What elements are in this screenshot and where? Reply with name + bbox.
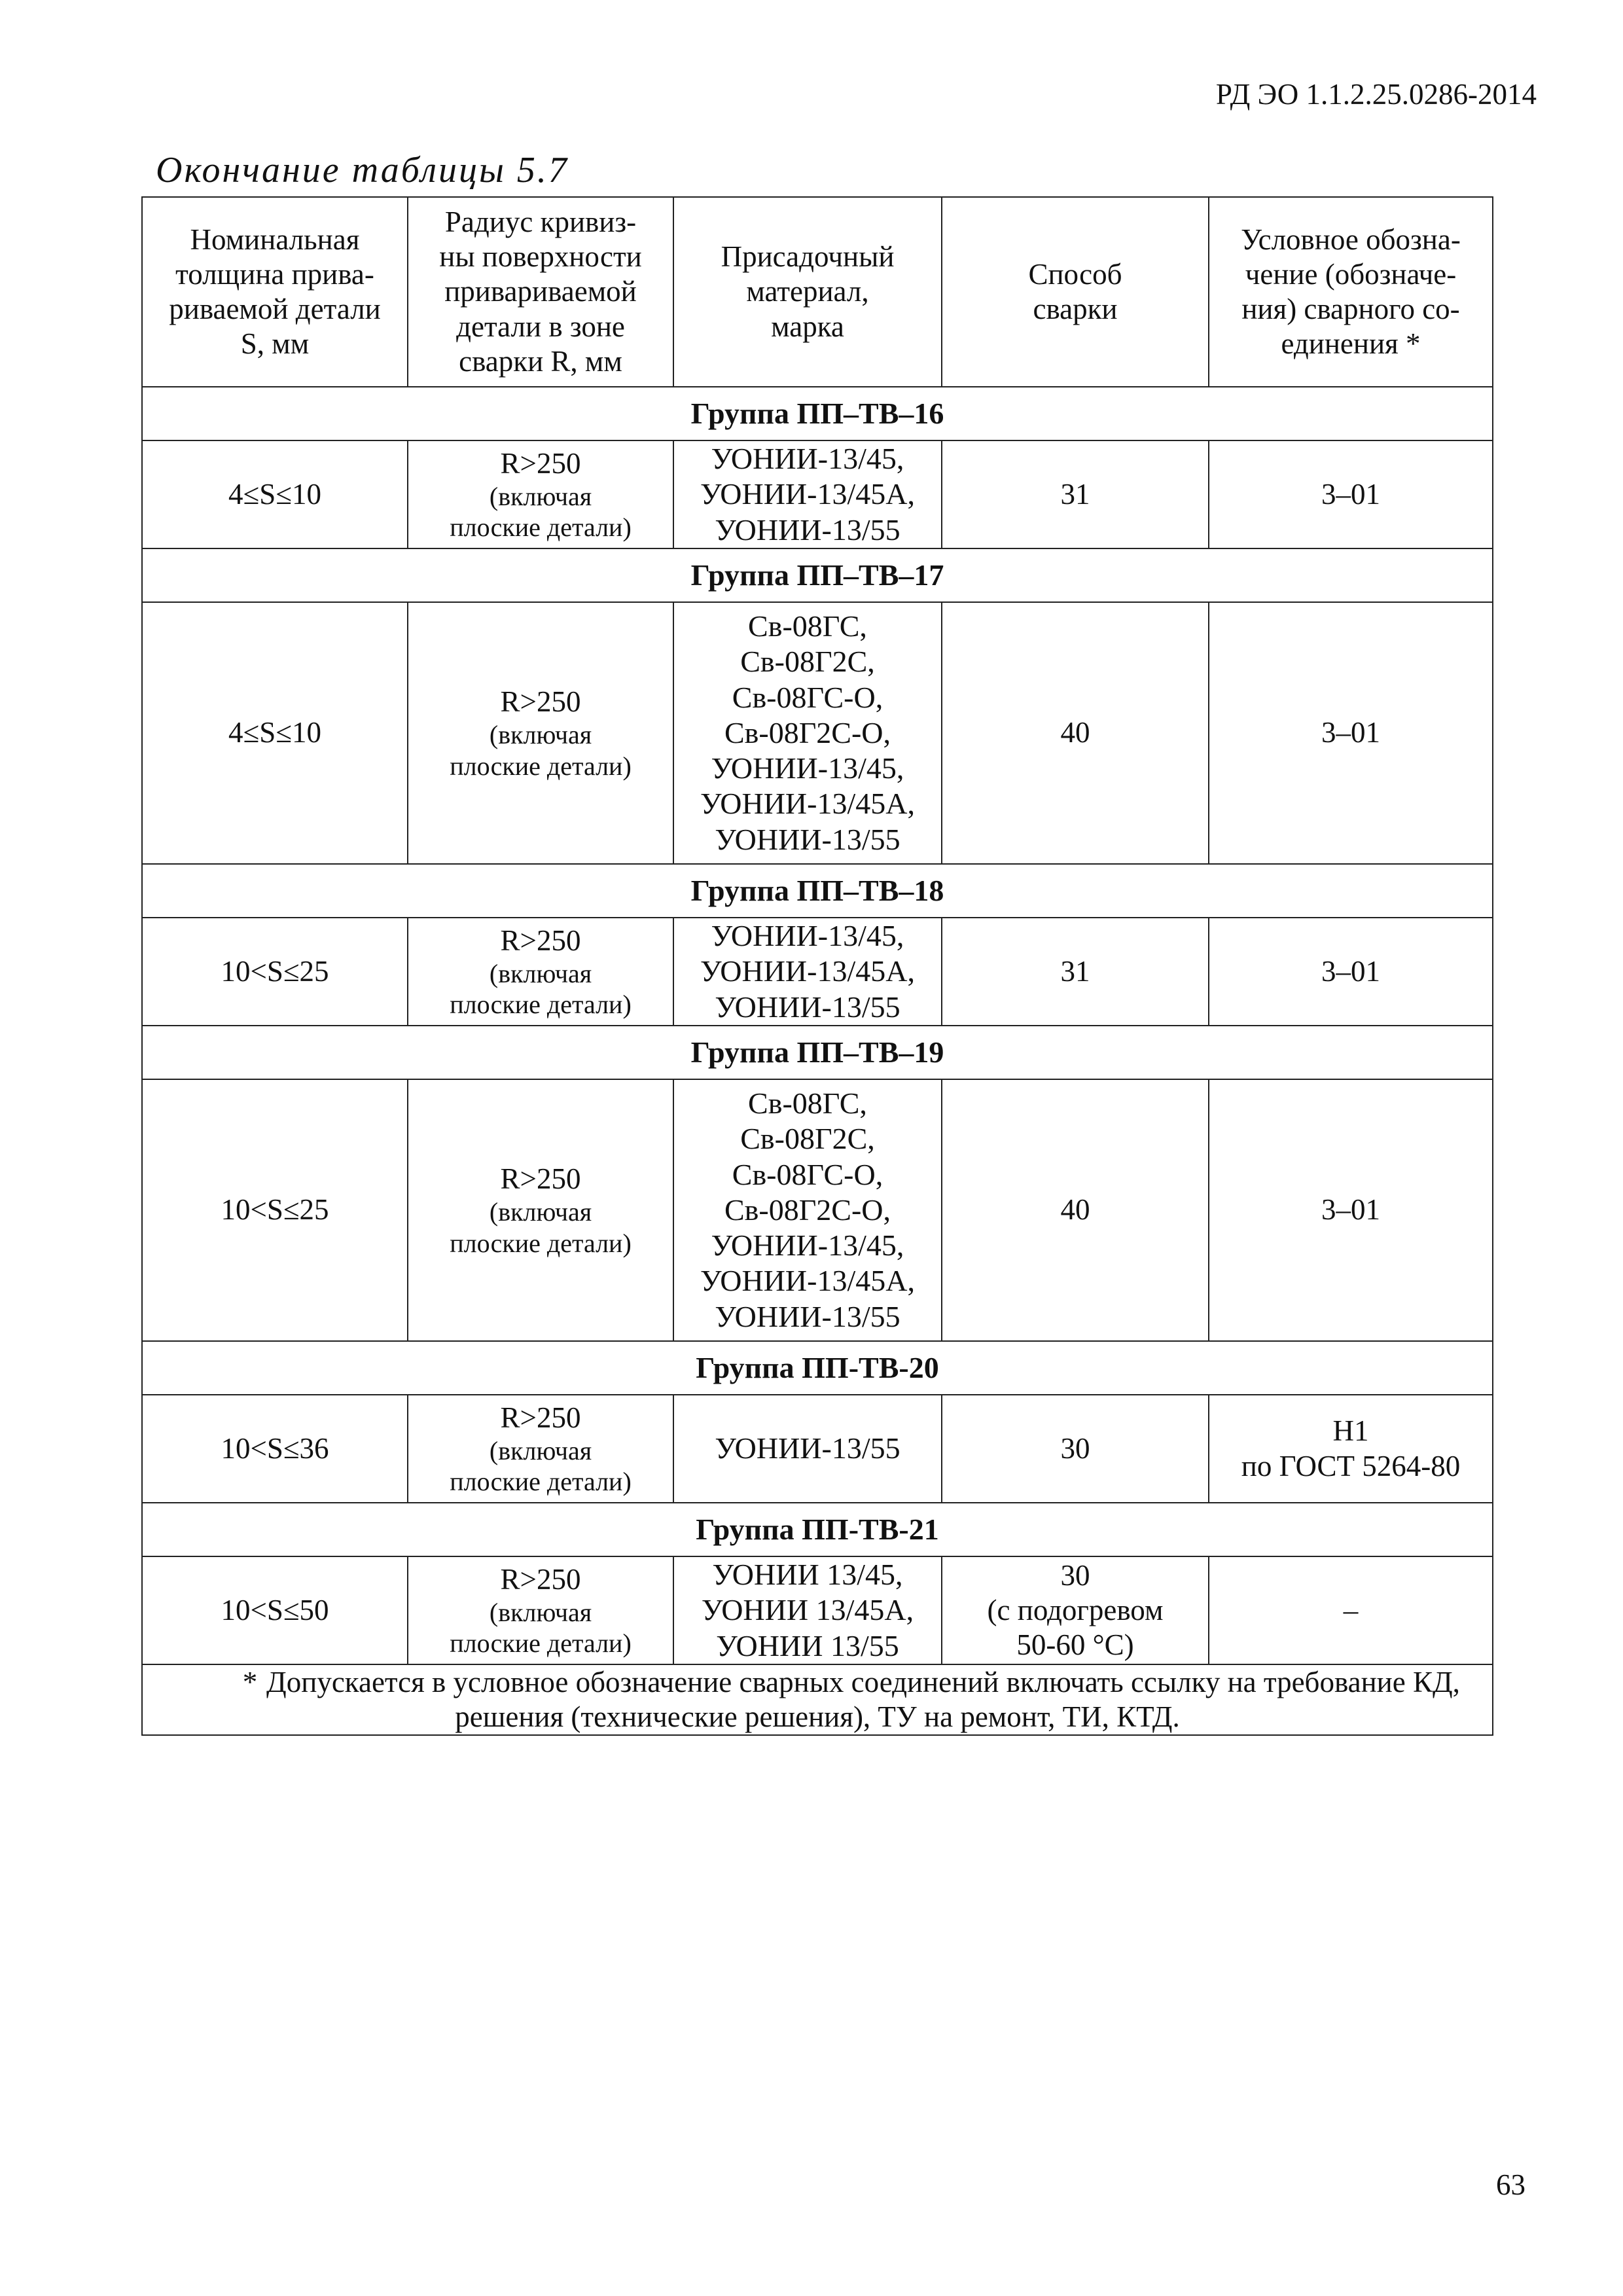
material-line: УОНИИ-13/45А,	[700, 787, 915, 821]
table-row	[142, 1395, 1493, 1503]
column-header-line: единения *	[1281, 327, 1421, 361]
designation-cell	[1209, 1395, 1493, 1503]
column-header-line: толщина прива-	[175, 257, 374, 291]
material-line: Св-08ГС-О,	[732, 680, 883, 714]
group-header-row	[142, 864, 1493, 918]
material-line: УОНИИ-13/55	[715, 822, 901, 856]
thickness-cell: 4≤S≤10	[142, 440, 408, 548]
designation-line: по ГОСТ 5264-80	[1241, 1449, 1461, 1482]
radius-cell	[408, 1556, 673, 1664]
column-header-line: ния) сварного со-	[1241, 293, 1460, 325]
method-cell	[942, 1556, 1209, 1664]
designation-cell	[1209, 1556, 1493, 1664]
group-header-row	[142, 1503, 1493, 1556]
table-row	[142, 918, 1493, 1026]
method-line: 40	[1060, 716, 1090, 749]
column-header-line: сварки R, мм	[459, 344, 622, 378]
radius-value: R>250	[500, 1562, 581, 1596]
radius-cell	[408, 440, 673, 548]
method-line: (с подогревом	[987, 1593, 1164, 1626]
radius-value: R>250	[500, 924, 581, 957]
radius-value: R>250	[500, 685, 581, 719]
material-line: УОНИИ-13/45А,	[700, 1264, 915, 1298]
material-line: УОНИИ-13/55	[715, 1431, 901, 1465]
radius-note-line: плоские детали)	[450, 1228, 632, 1258]
method-cell	[942, 1079, 1209, 1341]
radius-note-line: (включая	[489, 958, 592, 988]
table-row	[142, 440, 1493, 548]
material-line: Св-08Г2С,	[740, 645, 875, 679]
column-header-line: S, мм	[240, 327, 310, 361]
page-number: 63	[1496, 2168, 1525, 2201]
group-title: Группа ПП–ТВ–17	[142, 548, 1493, 602]
thickness-cell: 10<S≤50	[142, 1556, 408, 1664]
group-header-row	[142, 387, 1493, 440]
footnote-text: Допускается в условное обозначение сварных соединений включать ссылку на требование КД, решения (технические решения), ТУ на ремонт, ТИ, КТД.	[266, 1666, 1460, 1734]
designation-line: –	[1343, 1593, 1359, 1626]
radius-note-line: (включая	[489, 481, 592, 511]
material-line: Св-08ГС,	[748, 1086, 867, 1121]
table-header-row	[142, 197, 1493, 387]
radius-note-line: плоские детали)	[450, 1467, 632, 1497]
radius-cell	[408, 1395, 673, 1503]
material-line: УОНИИ 13/45А,	[701, 1593, 914, 1627]
designation-cell	[1209, 602, 1493, 864]
group-title: Группа ПП–ТВ–19	[142, 1026, 1493, 1079]
table-row	[142, 602, 1493, 864]
radius-note-line: (включая	[489, 1435, 592, 1465]
material-cell	[673, 1079, 942, 1341]
material-line: УОНИИ-13/45,	[711, 1229, 904, 1263]
group-header-row	[142, 1341, 1493, 1395]
radius-value: R>250	[500, 446, 581, 480]
column-header-line: сварки	[1033, 293, 1118, 325]
designation-line: 3–01	[1321, 954, 1380, 988]
radius-cell	[408, 1079, 673, 1341]
radius-note-line: плоские детали)	[450, 990, 632, 1020]
column-header-line: риваемой детали	[169, 293, 381, 325]
table-caption: Окончание таблицы 5.7	[156, 150, 569, 190]
material-line: УОНИИ-13/55	[715, 512, 901, 547]
method-cell	[942, 440, 1209, 548]
designation-line: Н1	[1332, 1414, 1369, 1448]
group-title: Группа ПП-ТВ-20	[142, 1341, 1493, 1395]
thickness-cell: 10<S≤25	[142, 1079, 408, 1341]
material-line: УОНИИ-13/45А,	[700, 954, 915, 988]
material-cell	[673, 440, 942, 548]
column-header-line: ны поверхности	[439, 240, 642, 274]
method-line: 50-60 °С)	[1016, 1628, 1134, 1662]
material-line: УОНИИ-13/55	[715, 1299, 901, 1333]
designation-cell	[1209, 918, 1493, 1026]
column-header-line: марка	[771, 310, 844, 343]
column-header-line: чение (обозначе-	[1245, 257, 1457, 291]
method-line: 30	[1060, 1558, 1090, 1592]
welding-table	[141, 196, 1493, 1736]
column-header-line: материал,	[746, 275, 869, 308]
material-cell	[673, 1556, 942, 1664]
material-line: Св-08ГС,	[748, 609, 867, 643]
column-header-line: Способ	[1028, 257, 1122, 291]
method-line: 40	[1060, 1193, 1090, 1227]
radius-value: R>250	[500, 1401, 581, 1434]
material-line: УОНИИ-13/45А,	[700, 477, 915, 511]
radius-value: R>250	[500, 1162, 581, 1196]
material-line: УОНИИ-13/45,	[711, 919, 904, 953]
material-line: Св-08Г2С-О,	[724, 1193, 891, 1227]
material-line: Св-08ГС-О,	[732, 1157, 883, 1191]
designation-line: 3–01	[1321, 1193, 1380, 1227]
designation-cell	[1209, 440, 1493, 548]
group-title: Группа ПП–ТВ–16	[142, 387, 1493, 440]
column-header	[673, 197, 942, 387]
column-header-line: Присадочный	[721, 240, 895, 274]
column-header	[408, 197, 673, 387]
thickness-cell: 4≤S≤10	[142, 602, 408, 864]
designation-line: 3–01	[1321, 477, 1380, 511]
material-line: Св-08Г2С,	[740, 1122, 875, 1156]
footnote-mark: *	[242, 1666, 258, 1698]
material-cell	[673, 1395, 942, 1503]
column-header-line: Радиус кривиз-	[444, 206, 637, 239]
radius-note-line: плоские детали)	[450, 1628, 632, 1659]
radius-cell	[408, 918, 673, 1026]
material-cell	[673, 602, 942, 864]
column-header-line: Условное обозна-	[1241, 223, 1461, 256]
material-cell	[673, 918, 942, 1026]
material-line: УОНИИ-13/55	[715, 990, 901, 1024]
column-header	[142, 197, 408, 387]
thickness-cell: 10<S≤36	[142, 1395, 408, 1503]
group-title: Группа ПП–ТВ–18	[142, 864, 1493, 918]
radius-note-line: плоские детали)	[450, 751, 632, 781]
column-header-line: детали в зоне	[456, 310, 625, 343]
material-line: УОНИИ 13/55	[716, 1628, 899, 1662]
column-header-line: Номинальная	[190, 223, 360, 256]
group-header-row	[142, 1026, 1493, 1079]
document-code: РД ЭО 1.1.2.25.0286-2014	[1215, 78, 1537, 111]
radius-note-line: (включая	[489, 1197, 592, 1227]
footnote	[142, 1664, 1493, 1735]
group-title: Группа ПП-ТВ-21	[142, 1503, 1493, 1556]
material-line: УОНИИ-13/45,	[711, 751, 904, 785]
table-body	[142, 197, 1493, 1735]
method-line: 31	[1060, 954, 1090, 988]
radius-note-line: (включая	[489, 1597, 592, 1627]
method-cell	[942, 602, 1209, 864]
radius-note-line: (включая	[489, 720, 592, 750]
radius-cell	[408, 602, 673, 864]
method-cell	[942, 918, 1209, 1026]
table-row	[142, 1079, 1493, 1341]
designation-line: 3–01	[1321, 716, 1380, 749]
method-cell	[942, 1395, 1209, 1503]
table-row	[142, 1556, 1493, 1664]
thickness-cell: 10<S≤25	[142, 918, 408, 1026]
material-line: Св-08Г2С-О,	[724, 715, 891, 749]
material-line: УОНИИ-13/45,	[711, 442, 904, 476]
footnote-row	[142, 1664, 1493, 1735]
method-line: 31	[1060, 477, 1090, 511]
group-header-row	[142, 548, 1493, 602]
column-header	[1209, 197, 1493, 387]
designation-cell	[1209, 1079, 1493, 1341]
radius-note-line: плоские детали)	[450, 512, 632, 543]
method-line: 30	[1060, 1431, 1090, 1465]
column-header-line: привариваемой	[444, 275, 637, 308]
column-header	[942, 197, 1209, 387]
material-line: УОНИИ 13/45,	[712, 1558, 903, 1592]
